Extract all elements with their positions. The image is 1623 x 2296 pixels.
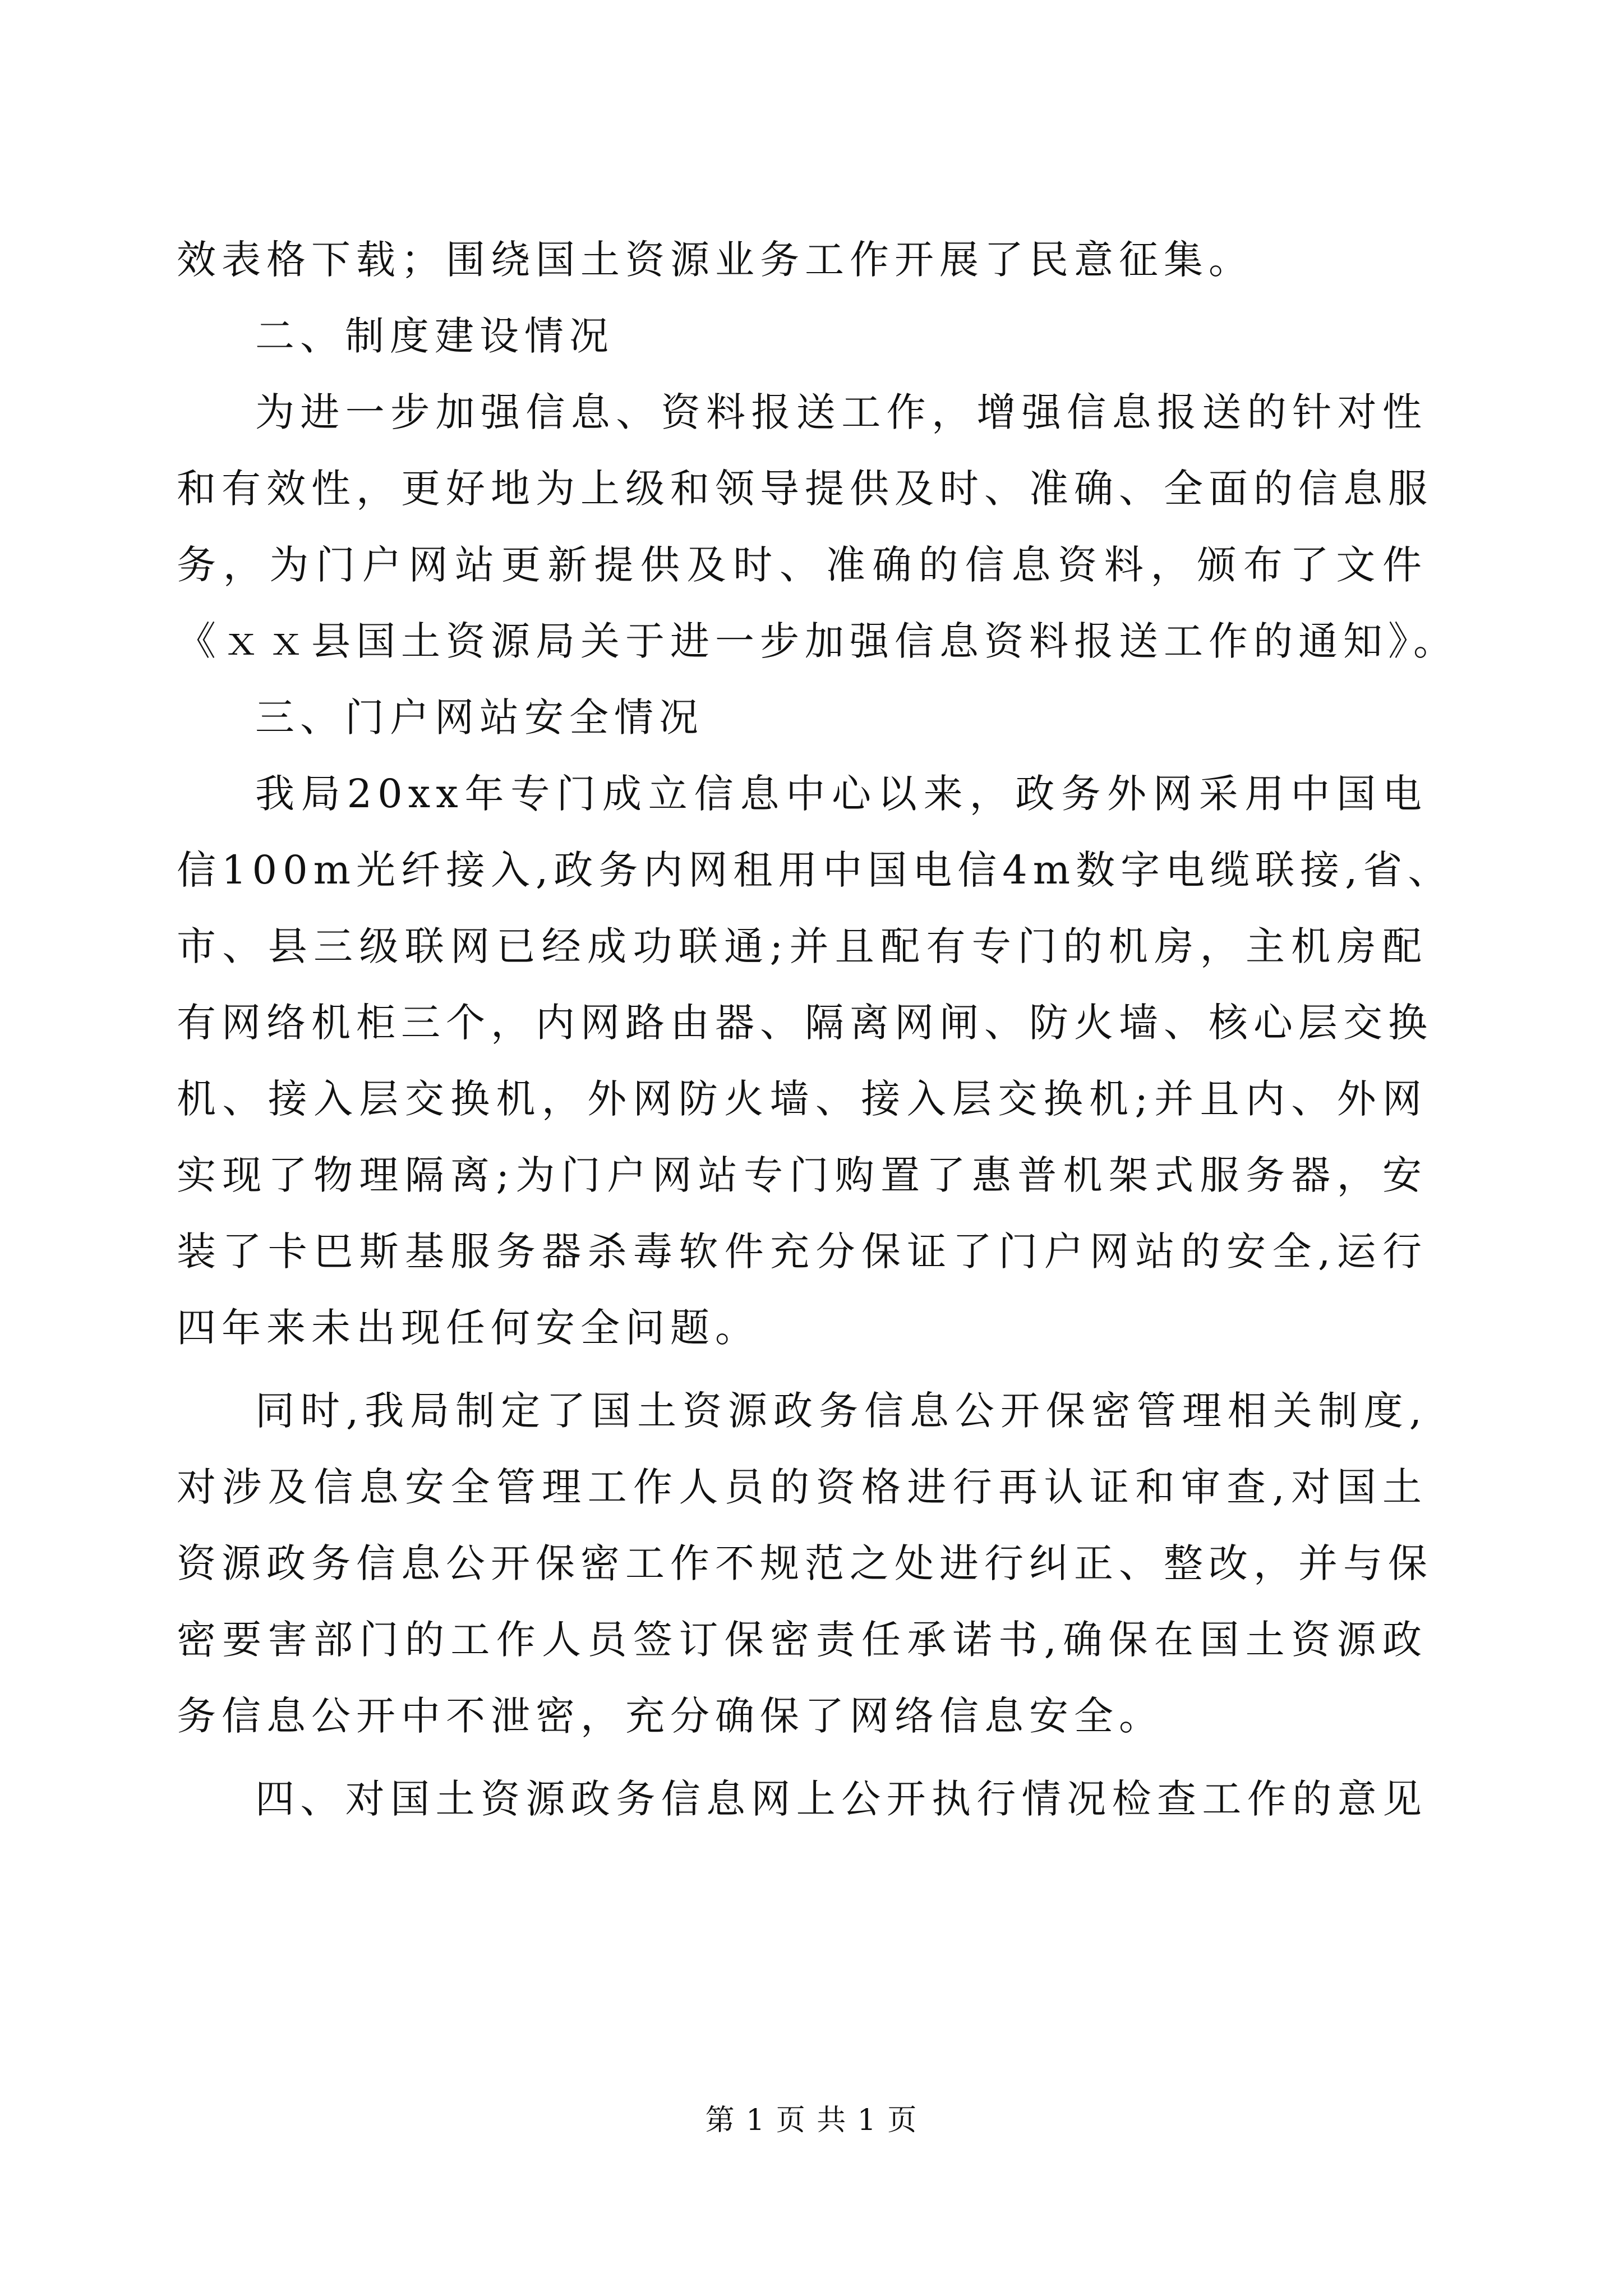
text-line: 信100m光纤接入,政务内网租用中国电信4m数字电缆联接,省、 [177,847,1453,893]
paragraph-gap [177,1754,1427,1761]
text-line: 密要害部门的工作人员签订保密责任承诺书,确保在国土资源政 [177,1617,1427,1663]
section-heading: 三、门户网站安全情况 [255,694,704,740]
page-footer: 第 1 页 共 1 页 [705,2104,918,2137]
paragraph-gap [177,1366,1427,1373]
text-line: 和有效性，更好地为上级和领导提供及时、准确、全面的信息服 [177,466,1433,512]
text-line: 务信息公开中不泄密，充分确保了网络信息安全。 [177,1693,1164,1739]
section-heading: 二、制度建设情况 [255,313,614,359]
text-line: 装了卡巴斯基服务器杀毒软件充分保证了门户网站的安全,运行 [177,1228,1427,1274]
text-line: 我局20xx年专门成立信息中心以来，政务外网采用中国电 [255,771,1427,817]
text-line: 《ｘｘ县国土资源局关于进一步加强信息资料报送工作的通知》。 [177,618,1458,664]
text-line: 务，为门户网站更新提供及时、准确的信息资料，颁布了文件 [177,542,1427,588]
text-line: 四年来未出现任何安全问题。 [177,1305,760,1351]
text-line: 对涉及信息安全管理工作人员的资格进行再认证和审查,对国土 [177,1464,1427,1510]
document-body [177,222,1458,1837]
text-line: 机、接入层交换机，外网防火墙、接入层交换机;并且内、外网 [177,1076,1427,1122]
text-line: 为进一步加强信息、资料报送工作，增强信息报送的针对性 [255,389,1427,435]
text-line: 同时,我局制定了国土资源政务信息公开保密管理相关制度, [255,1388,1427,1434]
text-line: 效表格下载；围绕国土资源业务工作开展了民意征集。 [177,237,1253,283]
text-line: 实现了物理隔离;为门户网站专门购置了惠普机架式服务器，安 [177,1152,1427,1198]
text-line: 资源政务信息公开保密工作不规范之处进行纠正、整改，并与保 [177,1540,1433,1586]
text-line: 有网络机柜三个，内网路由器、隔离网闸、防火墙、核心层交换 [177,1000,1433,1046]
text-line: 市、县三级联网已经成功联通;并且配有专门的机房，主机房配 [177,923,1427,969]
section-heading: 四、对国土资源政务信息网上公开执行情况检查工作的意见 [255,1776,1427,1822]
